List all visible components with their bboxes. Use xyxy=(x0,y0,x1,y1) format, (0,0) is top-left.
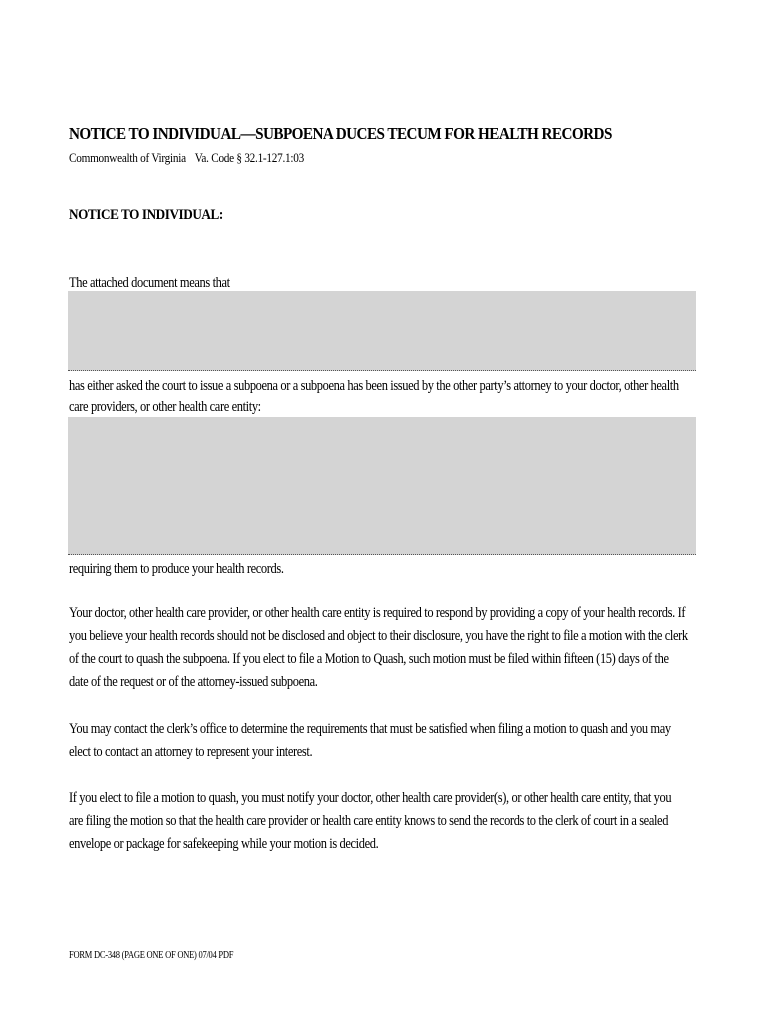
respond-paragraph-line-1: Your doctor, other health care provider, or other health care entity is required to respond by providing a copy of your health records. If xyxy=(69,605,686,621)
respond-paragraph-line-3: of the court to quash the subpoena. If you elect to file a Motion to Quash, such motion must be filed within fifteen (15) days of the xyxy=(69,651,669,667)
after-requester-line-1: has either asked the court to issue a subpoena or a subpoena has been issued by the other party’s attorney to your doctor, other health xyxy=(69,378,679,394)
notify-paragraph-line-2: are filing the motion so that the health care provider or health care entity knows to send the records to the clerk of court in a sealed xyxy=(69,813,669,829)
notice-heading: NOTICE TO INDIVIDUAL: xyxy=(69,207,223,223)
intro-text: The attached document means that xyxy=(69,275,230,291)
notify-paragraph-line-3: envelope or package for safekeeping while your motion is decided. xyxy=(69,836,379,852)
respond-paragraph-line-2: you believe your health records should not be disclosed and object to their disclosure, you have the right to file a motion with the clerk xyxy=(69,628,688,644)
jurisdiction-text: Commonwealth of Virginia xyxy=(69,151,186,165)
code-reference-text: Va. Code § 32.1-127.1:03 xyxy=(194,151,304,165)
form-footer: FORM DC-348 (PAGE ONE OF ONE) 07/04 PDF xyxy=(69,950,234,961)
after-requester-line-2: care providers, or other health care entity: xyxy=(69,399,261,415)
after-provider-text: requiring them to produce your health records. xyxy=(69,561,284,577)
contact-paragraph-line-2: elect to contact an attorney to represent your interest. xyxy=(69,744,313,760)
form-title: NOTICE TO INDIVIDUAL—SUBPOENA DUCES TECUM FOR HEALTH RECORDS xyxy=(69,124,612,143)
notify-paragraph-line-1: If you elect to file a motion to quash, you must notify your doctor, other health care provider(s), or other health care entity, that you xyxy=(69,790,672,806)
form-subtitle xyxy=(69,151,304,166)
health-care-provider-field[interactable] xyxy=(68,417,696,555)
contact-paragraph-line-1: You may contact the clerk’s office to determine the requirements that must be satisfied when filing a motion to quash and you may xyxy=(69,721,671,737)
respond-paragraph-line-4: date of the request or of the attorney-issued subpoena. xyxy=(69,674,318,690)
requester-name-field[interactable] xyxy=(68,291,696,371)
